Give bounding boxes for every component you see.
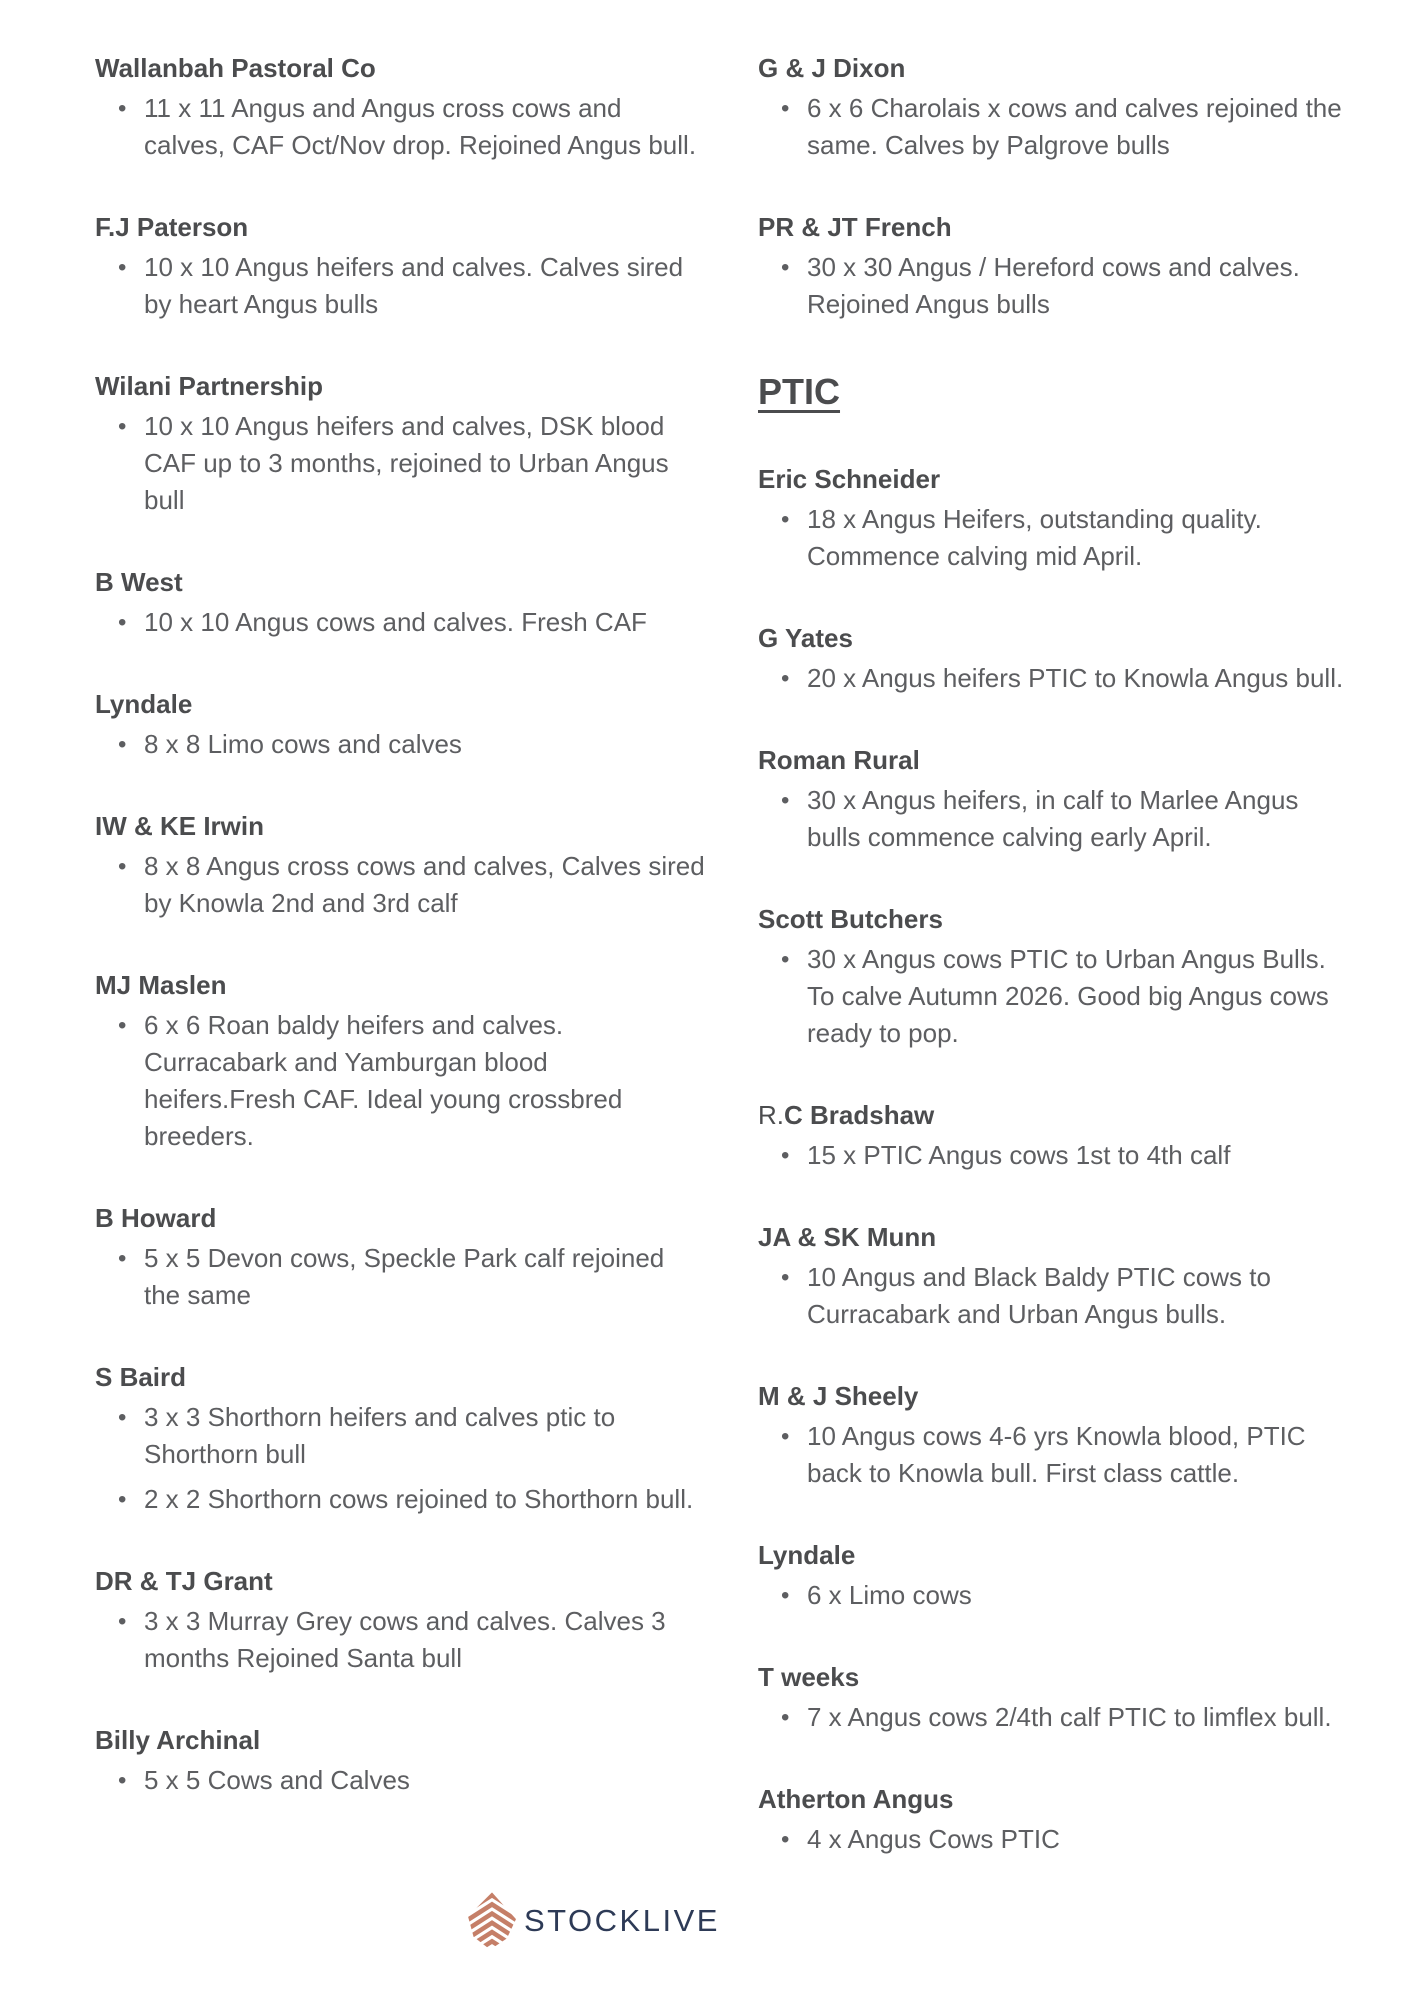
lot-text: 5 x 5 Devon cows, Speckle Park calf rejoined the same [144, 1243, 665, 1310]
lot-text: 8 x 8 Angus cross cows and calves, Calves sired by Knowla 2nd and 3rd calf [144, 851, 705, 918]
lot-list [758, 1418, 1347, 1492]
vendor-entry [95, 808, 705, 922]
lot-list [95, 1007, 705, 1155]
lot-item [95, 249, 705, 323]
lot-list [758, 1137, 1347, 1174]
vendor-entry [95, 1563, 705, 1677]
lot-list [95, 90, 705, 164]
bullet-icon: • [118, 95, 127, 122]
lot-text: 15 x PTIC Angus cows 1st to 4th calf [807, 1140, 1231, 1170]
lot-item [758, 1418, 1347, 1492]
vendor-name [95, 808, 705, 845]
lot-list [95, 726, 705, 763]
vendor-name [95, 564, 705, 601]
vendor-name-text: M & J Sheely [758, 1381, 919, 1411]
vendor-name-text: Roman Rural [758, 745, 920, 775]
vendor-name-text: Scott Butchers [758, 904, 943, 934]
lot-item [758, 501, 1347, 575]
lot-text: 6 x Limo cows [807, 1580, 972, 1610]
footer [468, 1892, 720, 1950]
vendor-name [758, 461, 1347, 498]
lot-list [758, 782, 1347, 856]
lot-item [758, 941, 1347, 1052]
vendor-name-text: Wilani Partnership [95, 371, 324, 401]
lot-list [95, 1399, 705, 1518]
vendor-entry [95, 50, 705, 164]
vendor-name-text: G & J Dixon [758, 53, 906, 83]
vendor-entry [95, 368, 705, 519]
vendor-entry [95, 1359, 705, 1518]
bullet-icon: • [118, 1404, 127, 1431]
lot-list [95, 1240, 705, 1314]
vendor-entry [758, 1097, 1347, 1174]
lot-text: 5 x 5 Cows and Calves [144, 1765, 410, 1795]
vendor-name [758, 620, 1347, 657]
vendor-entry [95, 686, 705, 763]
vendor-name-text: Billy Archinal [95, 1725, 261, 1755]
lot-text: 3 x 3 Shorthorn heifers and calves ptic to Shorthorn bull [144, 1402, 616, 1469]
stocklive-logo-text: STOCKLIVE [524, 1903, 720, 1938]
lot-list [758, 90, 1347, 164]
lot-text: 30 x 30 Angus / Hereford cows and calves. Rejoined Angus bulls [807, 252, 1300, 319]
bullet-icon: • [118, 1486, 127, 1513]
vendor-name [758, 901, 1347, 938]
lot-text: 11 x 11 Angus and Angus cross cows and calves, CAF Oct/Nov drop. Rejoined Angus bull. [144, 93, 697, 160]
bullet-icon: • [118, 1245, 127, 1272]
vendor-name-text: G Yates [758, 623, 853, 653]
lot-item [95, 1481, 705, 1518]
bullet-icon: • [118, 1767, 127, 1794]
vendor-name-text: Atherton Angus [758, 1784, 954, 1814]
lot-list [758, 249, 1347, 323]
vendor-name-text: F.J Paterson [95, 212, 249, 242]
lot-item [758, 660, 1347, 697]
vendor-entry [95, 1200, 705, 1314]
bullet-icon: • [118, 254, 127, 281]
bullet-icon: • [781, 1826, 790, 1853]
vendor-entry [758, 50, 1347, 164]
vendor-name-text: PR & JT French [758, 212, 952, 242]
vendor-name [95, 967, 705, 1004]
bullet-icon: • [781, 1142, 790, 1169]
lot-text: 7 x Angus cows 2/4th calf PTIC to limflex bull. [807, 1702, 1332, 1732]
vendor-name-text: T weeks [758, 1662, 860, 1692]
vendor-name [95, 368, 705, 405]
lot-list [758, 1259, 1347, 1333]
vendor-name-text: Eric Schneider [758, 464, 941, 494]
vendor-name-text: B West [95, 567, 183, 597]
lot-text: 10 x 10 Angus heifers and calves. Calves sired by heart Angus bulls [144, 252, 684, 319]
vendor-name [95, 1563, 705, 1600]
bullet-icon: • [781, 1423, 790, 1450]
vendor-entry [758, 1378, 1347, 1492]
vendor-entry [758, 1781, 1347, 1858]
vendor-name [95, 209, 705, 246]
lot-list [95, 1603, 705, 1677]
lot-text: 2 x 2 Shorthorn cows rejoined to Shorthorn bull. [144, 1484, 694, 1514]
bullet-icon: • [781, 787, 790, 814]
lot-item [95, 1603, 705, 1677]
lot-item [95, 1399, 705, 1473]
bullet-icon: • [118, 413, 127, 440]
lot-item [95, 90, 705, 164]
lot-list [758, 1699, 1347, 1736]
lot-text: 20 x Angus heifers PTIC to Knowla Angus bull. [807, 663, 1344, 693]
chevron-stripes [468, 1895, 516, 1950]
lot-text: 8 x 8 Limo cows and calves [144, 729, 462, 759]
vendor-name [758, 1781, 1347, 1818]
lot-item [95, 726, 705, 763]
vendor-name-text: MJ Maslen [95, 970, 227, 1000]
lot-item [95, 1762, 705, 1799]
vendor-name [758, 1659, 1347, 1696]
lot-list [758, 941, 1347, 1052]
lot-text: 3 x 3 Murray Grey cows and calves. Calves 3 months Rejoined Santa bull [144, 1606, 666, 1673]
vendor-name-text: Wallanbah Pastoral Co [95, 53, 376, 83]
column-left [95, 50, 705, 1903]
vendor-name [758, 1378, 1347, 1415]
vendor-entry [758, 461, 1347, 575]
lot-text: 30 x Angus heifers, in calf to Marlee Angus bulls commence calving early April. [807, 785, 1299, 852]
lot-list [95, 848, 705, 922]
bullet-icon: • [781, 946, 790, 973]
lot-item [758, 1821, 1347, 1858]
lot-list [758, 660, 1347, 697]
vendor-name-text: JA & SK Munn [758, 1222, 937, 1252]
vendor-name-text: DR & TJ Grant [95, 1566, 273, 1596]
vendor-name [758, 209, 1347, 246]
vendor-entry [758, 1659, 1347, 1736]
bullet-icon: • [781, 665, 790, 692]
lot-item [758, 1577, 1347, 1614]
bullet-icon: • [118, 609, 127, 636]
lot-item [95, 604, 705, 641]
lot-item [758, 249, 1347, 323]
bullet-icon: • [118, 731, 127, 758]
lot-item [95, 1007, 705, 1155]
vendor-entry [95, 967, 705, 1155]
vendor-name-text: C Bradshaw [784, 1100, 935, 1130]
bullet-icon: • [781, 1704, 790, 1731]
vendor-entry [758, 209, 1347, 323]
lot-list [758, 1577, 1347, 1614]
vendor-name-text: Lyndale [95, 689, 193, 719]
vendor-entry [95, 564, 705, 641]
lot-text: 18 x Angus Heifers, outstanding quality. Commence calving mid April. [807, 504, 1262, 571]
bullet-icon: • [781, 1582, 790, 1609]
vendor-entry [758, 620, 1347, 697]
lot-item [95, 408, 705, 519]
lot-list [95, 249, 705, 323]
vendor-name-text: IW & KE Irwin [95, 811, 264, 841]
bullet-icon: • [118, 1608, 127, 1635]
vendor-entry [95, 1722, 705, 1799]
lot-text: 30 x Angus cows PTIC to Urban Angus Bulls. To calve Autumn 2026. Good big Angus cows ready to pop. [807, 944, 1329, 1048]
lot-list [95, 408, 705, 519]
vendor-name-text: Lyndale [758, 1540, 856, 1570]
vendor-name-text: B Howard [95, 1203, 217, 1233]
lot-item [95, 1240, 705, 1314]
section-heading-ptic: PTIC [758, 371, 841, 412]
lot-item [758, 1699, 1347, 1736]
bullet-icon: • [781, 95, 790, 122]
vendor-entry [758, 1219, 1347, 1333]
vendor-name [758, 742, 1347, 779]
vendor-name [95, 50, 705, 87]
bullet-icon: • [118, 1012, 127, 1039]
lot-text: 6 x 6 Roan baldy heifers and calves. Curracabark and Yamburgan blood heifers.Fresh CAF. Ideal young crossbred breeders. [144, 1010, 623, 1151]
vendor-name [95, 1722, 705, 1759]
lot-text: 10 Angus cows 4-6 yrs Knowla blood, PTIC back to Knowla bull. First class cattle. [807, 1421, 1306, 1488]
vendor-name [758, 1097, 1347, 1134]
vendor-name [758, 1219, 1347, 1256]
vendor-name [95, 686, 705, 723]
vendor-name-text: S Baird [95, 1362, 187, 1392]
vendor-entry [758, 742, 1347, 856]
column-right [758, 50, 1347, 1903]
vendor-name [95, 1359, 705, 1396]
bullet-icon: • [781, 506, 790, 533]
lot-item [758, 1259, 1347, 1333]
lot-text: 10 x 10 Angus heifers and calves, DSK blood CAF up to 3 months, rejoined to Urban Angus bull [144, 411, 669, 515]
vendor-entry [95, 209, 705, 323]
lot-item [758, 1137, 1347, 1174]
bullet-icon: • [781, 1264, 790, 1291]
bullet-icon: • [781, 254, 790, 281]
lot-item [758, 782, 1347, 856]
lot-text: 10 Angus and Black Baldy PTIC cows to Curracabark and Urban Angus bulls. [807, 1262, 1271, 1329]
lot-list [95, 604, 705, 641]
vendor-entry [758, 1537, 1347, 1614]
lot-text: 4 x Angus Cows PTIC [807, 1824, 1060, 1854]
lot-list [95, 1762, 705, 1799]
vendor-entry [758, 901, 1347, 1052]
bullet-icon: • [118, 853, 127, 880]
lot-list [758, 1821, 1347, 1858]
lot-text: 6 x 6 Charolais x cows and calves rejoined the same. Calves by Palgrove bulls [807, 93, 1342, 160]
lot-item [758, 90, 1347, 164]
stocklive-logo-icon [468, 1892, 516, 1950]
vendor-name-prefix: R. [758, 1100, 784, 1130]
vendor-name [758, 50, 1347, 87]
lot-text: 10 x 10 Angus cows and calves. Fresh CAF [144, 607, 647, 637]
lot-list [758, 501, 1347, 575]
lot-item [95, 848, 705, 922]
vendor-name [758, 1537, 1347, 1574]
vendor-name [95, 1200, 705, 1237]
